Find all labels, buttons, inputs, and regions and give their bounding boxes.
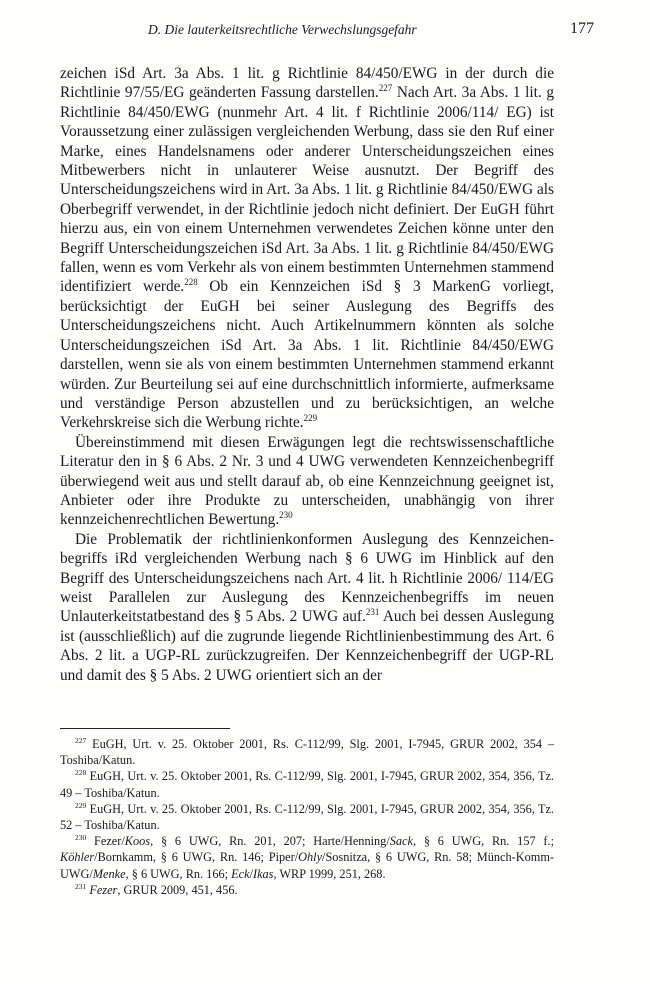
text-run: /Sosnitza, § 6 UWG, Rn. 58; Münch-Komm-UWG/: [60, 850, 554, 881]
author-name: Sack: [389, 834, 413, 849]
footnote-number: 231: [75, 881, 87, 891]
author-name: Ikas: [252, 866, 274, 881]
footnote: [60, 801, 554, 833]
main-text: [60, 64, 554, 685]
footnote: [60, 768, 554, 800]
text-run: Übereinstimmend mit diesen Erwägungen legt die rechtswissenschaftliche Literatur den in § 6 Abs. 2 Nr. 3 und 4 UWG verwendeten Kennzeichenbegriff überwiegend weit aus und stellt darauf ab, ob eine Kennzeichnung geeignet ist, Anbieter oder ihre Produkte zu unterscheiden, unabhängig von ihrer kennzeichenrechtlichen Bewertung.: [60, 433, 554, 529]
footnote-reference: 231: [365, 607, 380, 618]
text-run: Fezer/: [94, 834, 125, 849]
footnotes: [60, 736, 554, 898]
text-run: EuGH, Urt. v. 25. Oktober 2001, Rs. C-112/99, Slg. 2001, I-7945, GRUR 2002, 354 – Toshiba/Katun.: [60, 737, 555, 768]
footnote-reference: 230: [279, 510, 293, 521]
page-number: 177: [570, 20, 594, 37]
text-run: EuGH, Urt. v. 25. Oktober 2001, Rs. C-112/99, Slg. 2001, I-7945, GRUR 2002, 354, 356, Tz. 52 – Toshiba/Katun.: [60, 801, 554, 833]
text-run: Die Problematik der richtlinienkonformen Auslegung des Kennzeichenbegriffs iRd vergleichenden Werbung nach § 6 UWG im Hinblick auf den Begriff des Unterscheidungszeichens nach Art. 4 lit. h Richtlinie 2006/ 114/EG weist Parallelen zur Auslegung des Kennzeichenbegriffs im neuen Unlauterkeitstatbestand des § 5 Abs. 2 UWG auf.: [60, 530, 554, 626]
author-name: Ohly: [298, 850, 323, 865]
author-name: Eck: [231, 866, 250, 881]
footnote-number: 229: [75, 800, 87, 810]
paragraph: [60, 64, 554, 433]
author-name: Köhler: [60, 850, 95, 865]
text-run: , § 6 UWG, Rn. 201, 207; Harte/Henning/: [150, 834, 390, 849]
footnote-number: 227: [75, 736, 87, 745]
footnote-separator: [60, 728, 230, 729]
text-run: Ob ein Kennzeichen iSd § 3 MarkenG vorliegt, berücksichtigt der EuGH bei seiner Auslegung des Begriffs des Unterscheidungszeichens nicht. Auch Artikelnummern könnten als solche Unterscheidungszeichen iSd Art. 3a Abs. 1 lit. Richtlinie 84/450/EWG darstellen, wenn sie als von einem bestimmten Unternehmen stammend erkannt würden. Zur Beurteilung sei auf eine durchschnittlich informierte, aufmerksame und verständige Person abzustellen und zu berücksichtigen, an welche Verkehrskreise sich die Werbung richte.: [60, 278, 554, 432]
text-run: EuGH, Urt. v. 25. Oktober 2001, Rs. C-112/99, Slg. 2001, I-7945, GRUR 2002, 354, 356, Tz. 49 – Toshiba/Katun.: [60, 769, 554, 800]
author-name: Fezer: [89, 882, 118, 897]
text-run: Auch bei dessen Auslegung ist (ausschließlich) auf die zugrunde liegende Richtlinienbestimmung des Art. 6 Abs. 2 lit. a UGP-RL zurückzugreifen. Der Kennzeichenbegriff der UGP-RL und damit des § 5 Abs. 2 UWG orientiert sich an der: [60, 608, 555, 684]
footnote-number: 228: [75, 768, 87, 778]
footnote: [60, 882, 554, 898]
footnote-reference: 229: [303, 413, 318, 424]
footnote: [60, 736, 554, 768]
text-run: , § 6 UWG, Rn. 166;: [125, 866, 232, 881]
text-run: , § 6 UWG, Rn. 157 f.;: [412, 834, 554, 849]
text-run: /: [249, 866, 253, 881]
footnote-number: 230: [75, 833, 87, 843]
page-header: [60, 22, 594, 42]
paragraph: [60, 433, 554, 530]
text-run: , GRUR 2009, 451, 456.: [117, 882, 238, 897]
text-run: , WRP 1999, 251, 268.: [273, 866, 386, 881]
text-run: /Bornkamm, § 6 UWG, Rn. 146; Piper/: [94, 850, 299, 865]
author-name: Menke: [92, 866, 126, 881]
text-run: zeichen iSd Art. 3a Abs. 1 lit. g Richtlinie 84/450/EWG in der durch die Richtlinie 97/55/EG geänderten Fassung darstellen.: [60, 65, 554, 102]
footnote-reference: 227: [378, 83, 393, 94]
footnote-reference: 228: [184, 277, 198, 288]
footnote: [60, 833, 554, 882]
text-run: Nach Art. 3a Abs. 1 lit. g Richtlinie 84/450/EWG (nunmehr Art. 4 lit. f Richtlinie 2006/114/ EG) ist Voraussetzung einer zulässigen vergleichenden Werbung, dass sie den Ruf einer Marke, eines Handelsnamens oder anderer Unterscheidungszeichen eines Mitbewerbers nicht in unlauterer Weise ausnutzt. Der Begriff des Unterscheidungszeichens wird in Art. 3a Abs. 1 lit. g Richtlinie 84/450/EWG als Oberbegriff verwendet, in der Richtlinie jedoch nicht definiert. Der EuGH führt hierzu aus, ein von einem Unternehmen verwendetes Zeichen könne unter den Begriff Unterscheidungszeichen iSd Art. 3a Abs. 1 lit. g Richtlinie 84/450/EWG fallen, wenn es vom Verkehr als von einem bestimmten Unternehmen stammend identifiziert werde.: [60, 84, 554, 296]
author-name: Koos: [124, 834, 151, 849]
running-title: D. Die lauterkeitsrechtliche Verwechslungsgefahr: [148, 22, 417, 37]
paragraph: [60, 530, 554, 685]
